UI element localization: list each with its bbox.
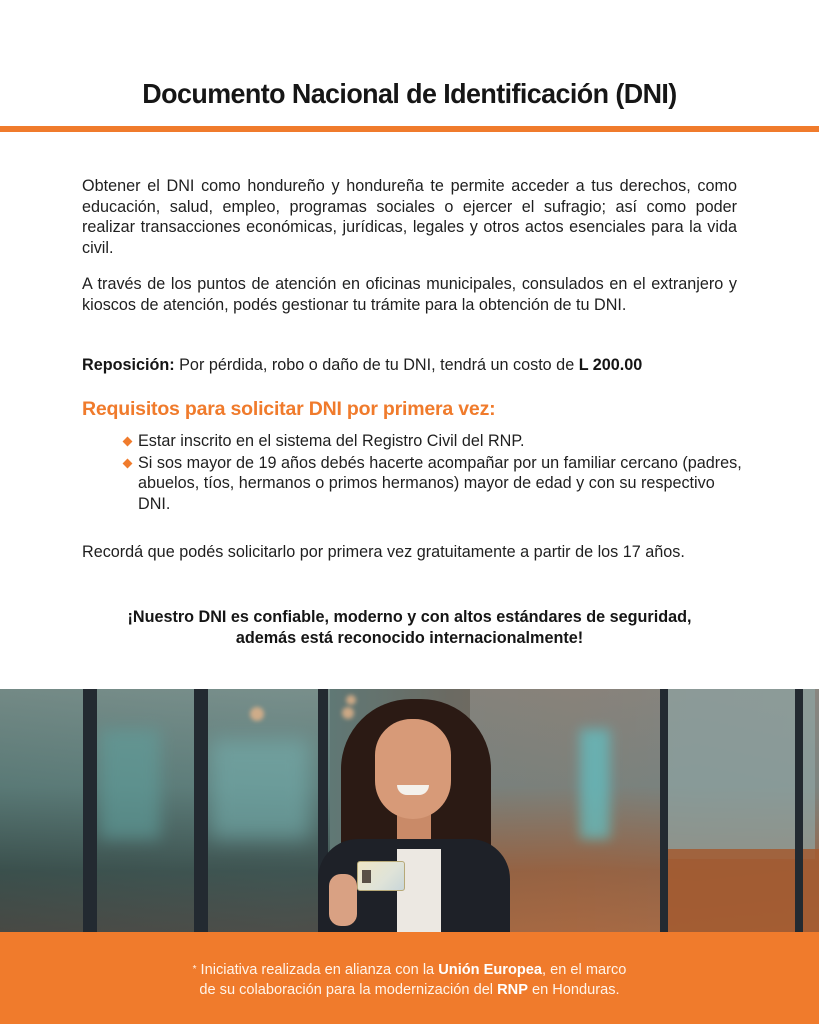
intro-paragraph: Obtener el DNI como hondureño y hondureña te permite acceder a tus derechos, como educación, salud, empleo, programas sociales o ejercer el sufragio; así como poder realizar transacciones económicas, jurídicas, legales y otros actos esenciales para la vida civil. — [82, 177, 737, 257]
footer-text-segment: Iniciativa realizada en alianza con la — [200, 962, 439, 978]
footer-text-segment: en Honduras. — [527, 982, 620, 998]
reminder-paragraph: Recordá que podés solicitarlo por primera vez gratuitamente a partir de los 17 años. — [82, 543, 685, 561]
slogan-line-2: además está reconocido internacionalmente! — [235, 629, 584, 647]
woman-hand — [329, 874, 357, 926]
requirements-heading: Requisitos para solicitar DNI por primera vez: — [82, 398, 496, 420]
diamond-bullet-icon — [123, 437, 133, 447]
footer-text-segment: de su colaboración para la modernización del — [199, 982, 498, 998]
id-card-icon — [357, 861, 405, 891]
id-card-portrait — [362, 870, 371, 883]
footer-line-1 — [0, 960, 819, 980]
requirements-list — [122, 431, 742, 515]
footer-partner-name: Unión Europea — [438, 962, 543, 978]
replacement-label: Reposición: — [82, 356, 175, 374]
requirement-text: Estar inscrito en el sistema del Registro Civil del RNP. — [138, 432, 525, 450]
photo-window-blur — [210, 739, 310, 839]
page-title: Documento Nacional de Identificación (DNI) — [142, 78, 677, 109]
photo-post — [83, 689, 97, 932]
photo-post — [194, 689, 208, 932]
woman-smile — [397, 785, 429, 795]
photo-glass-panel — [665, 689, 815, 859]
replacement-paragraph — [82, 355, 737, 376]
star-icon: * — [192, 964, 197, 975]
footer-text — [0, 960, 819, 1000]
slogan-line-1: ¡Nuestro DNI es confiable, moderno y con altos estándares de seguridad, — [127, 608, 692, 626]
hero-photo — [0, 689, 819, 932]
replacement-text: Por pérdida, robo o daño de tu DNI, tendrá un costo de — [174, 356, 579, 374]
footer-text-segment: , en el marco — [542, 962, 627, 978]
title-divider — [0, 126, 819, 132]
footer-banner — [0, 932, 819, 1024]
footer-org-name: RNP — [497, 982, 528, 998]
photo-bokeh — [250, 707, 264, 721]
diamond-bullet-icon — [123, 458, 133, 468]
photo-window-blur — [100, 729, 160, 839]
woman-figure — [315, 689, 515, 932]
requirement-item — [122, 431, 742, 452]
footer-line-2 — [0, 980, 819, 1000]
replacement-cost: L 200.00 — [578, 356, 643, 374]
photo-post — [795, 689, 803, 932]
slogan — [82, 607, 737, 649]
requirement-item — [122, 453, 742, 515]
photo-window-blur — [580, 729, 610, 839]
access-paragraph: A través de los puntos de atención en oficinas municipales, consulados en el extranjero y kioscos de atención, podés gestionar tu trámite para la obtención de tu DNI. — [82, 275, 737, 314]
woman-face — [375, 719, 451, 819]
photo-post — [660, 689, 668, 932]
requirement-text: Si sos mayor de 19 años debés hacerte acompañar por un familiar cercano (padres, abuelos, tíos, hermanos o primos hermanos) mayor de edad y con su respectivo DNI. — [138, 453, 742, 513]
